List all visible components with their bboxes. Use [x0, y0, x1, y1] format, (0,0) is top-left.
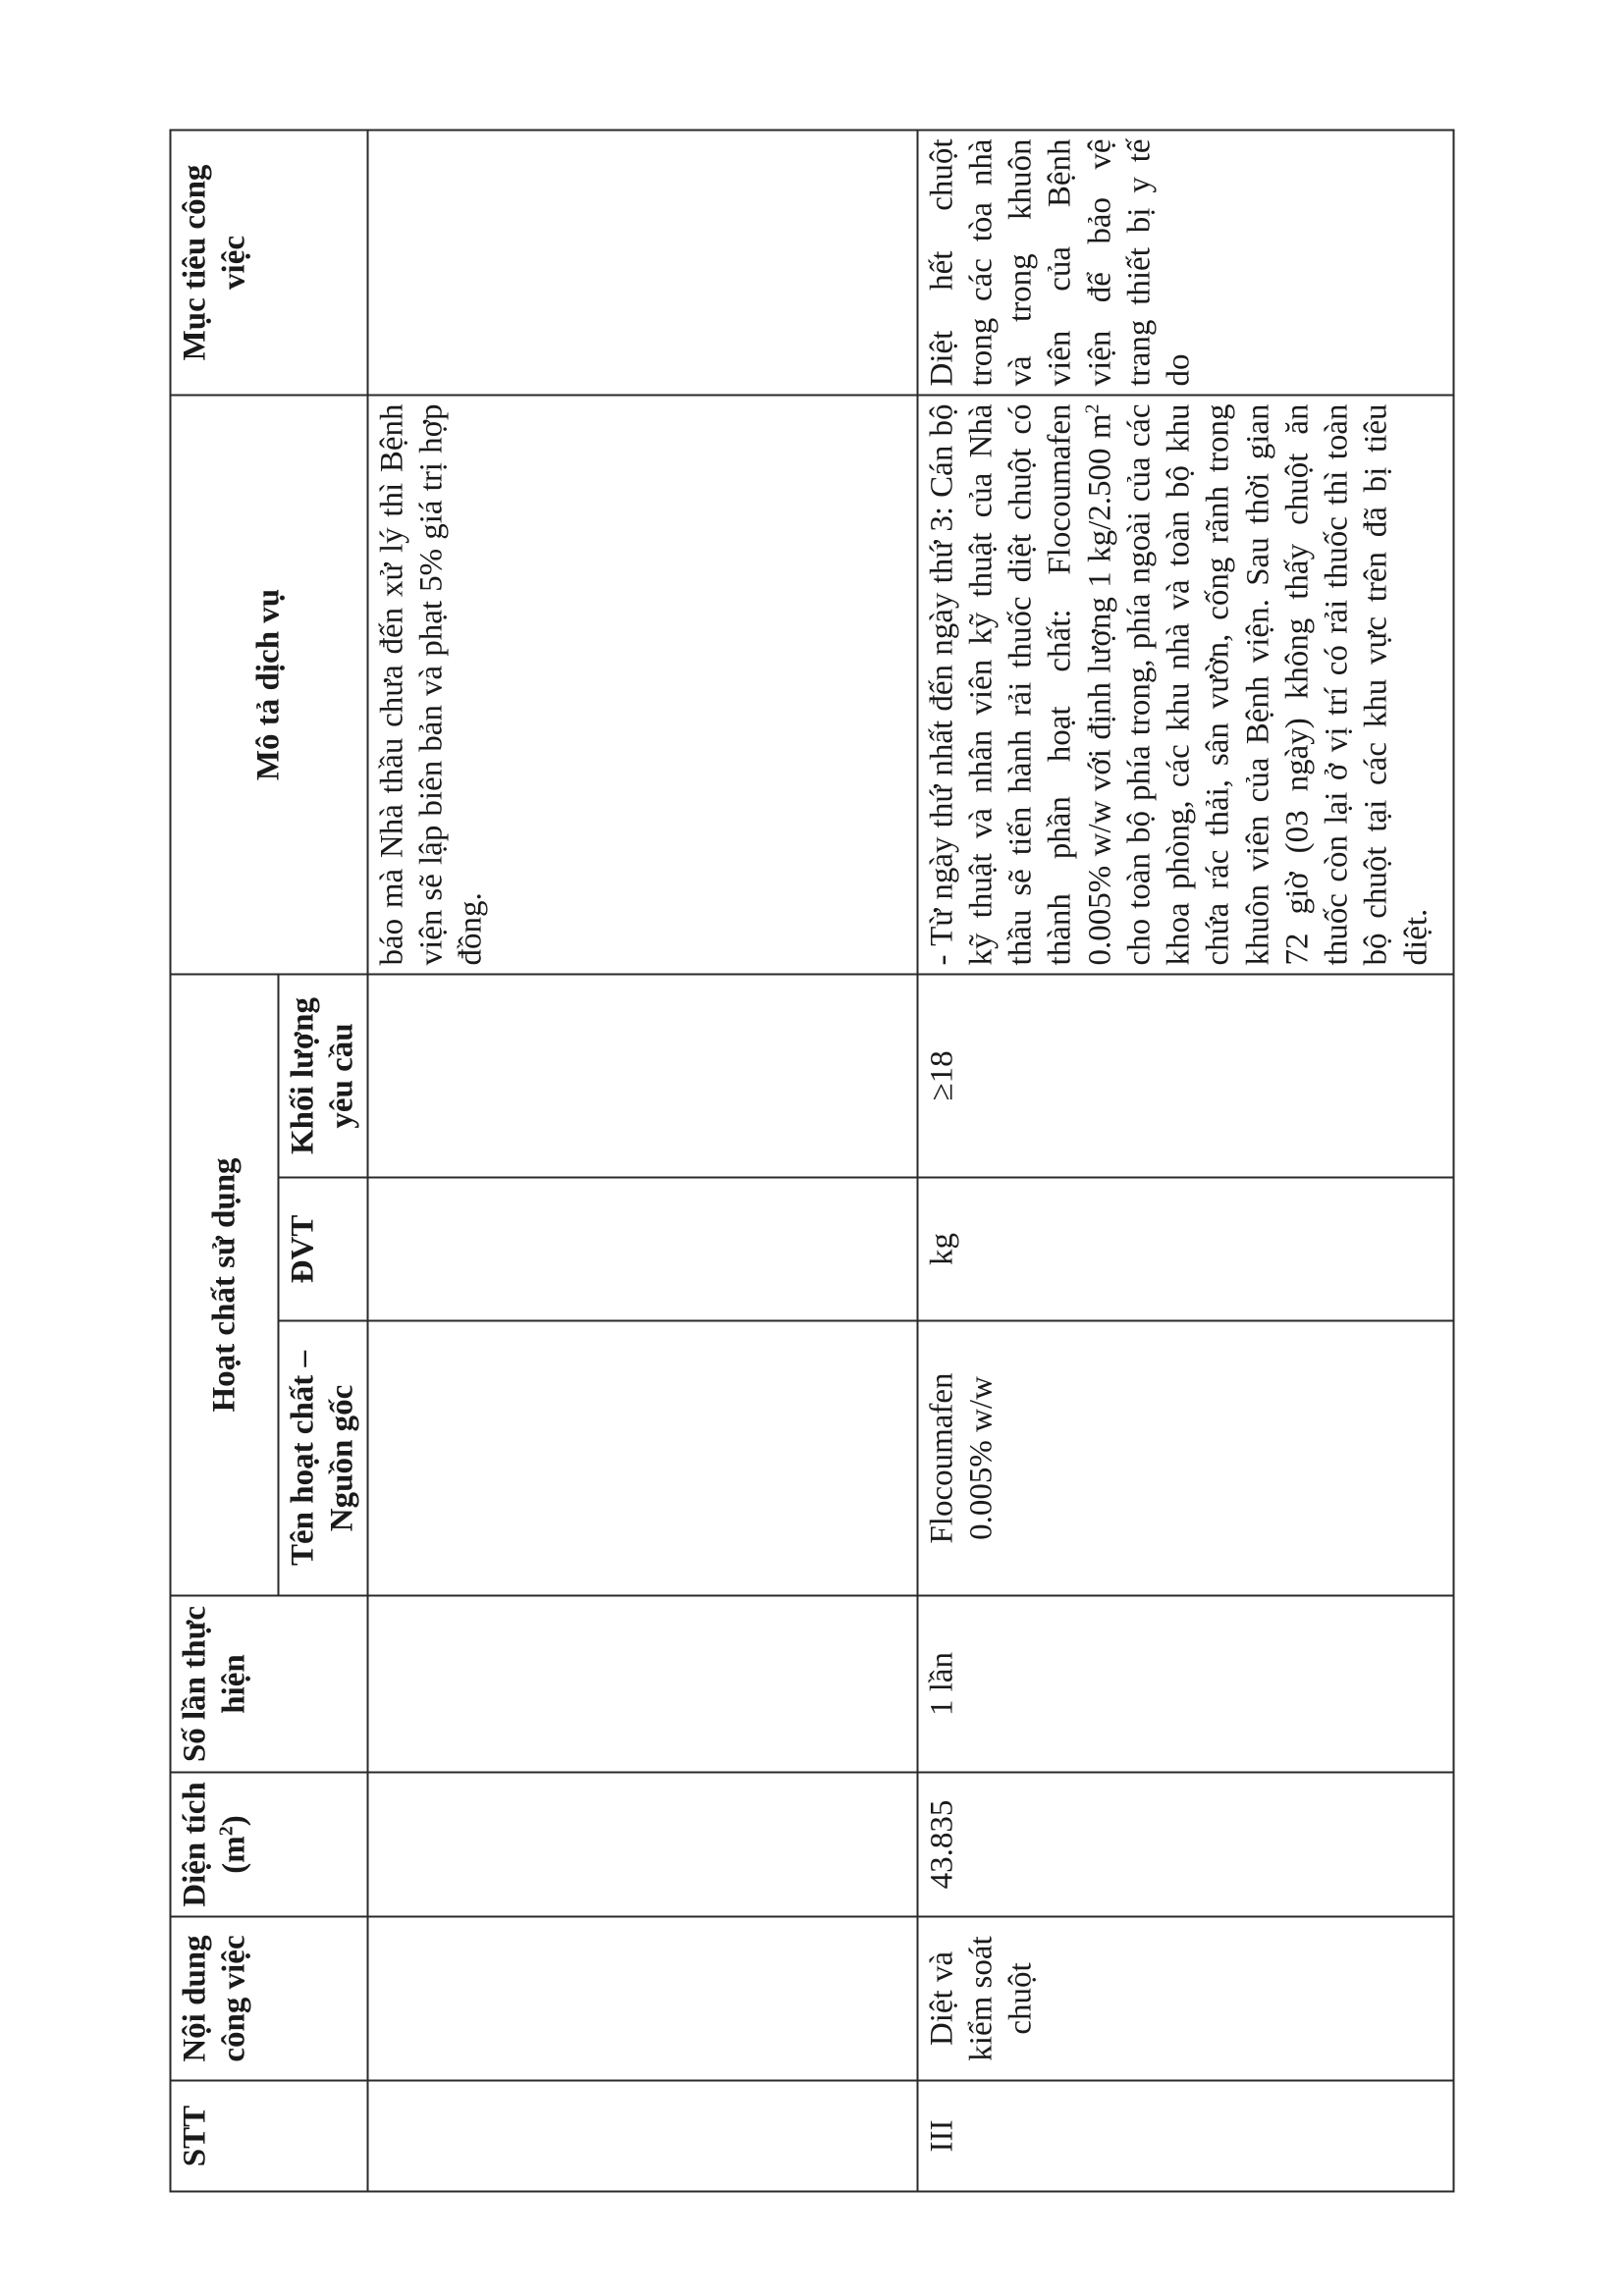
cell-empty — [367, 2080, 917, 2191]
header-row — [170, 130, 278, 2191]
cell-empty — [367, 1916, 917, 2080]
table-row-continuation — [367, 130, 917, 2191]
rotated-table-frame — [169, 131, 1454, 2192]
header-mo-ta: Mô tả dịch vụ — [170, 395, 367, 974]
header-dien-tich-text: Diện tích (m — [177, 1781, 252, 1907]
mo-ta-iii-part1: - Từ ngày thứ nhất đến ngày thứ 3: Cán bộ kỹ thuật và nhân viên kỹ thuật của Nhà thầu sẽ tiến hành rải thuốc diệt chuột có thành phần hoạt chất: Flocoumafen 0.005% w/w với định lượng 1 kg/2.500 m — [923, 402, 1117, 965]
cell-dvt-iii: kg — [917, 1177, 1454, 1320]
mo-ta-iii-part2: cho toàn bộ phía trong, phía ngoài của các khoa phòng, các khu nhà và toàn bộ khu chứa rác thải, sân vườn, cống rãnh trong khuôn viên của Bệnh viện. Sau thời gian 72 giờ (03 ngày) không thấy chuột ăn thuốc còn lại ở vị trí có rải thuốc thì toàn bộ chuột tại các khu vực trên đã bị tiêu diệt. — [1120, 402, 1434, 965]
cell-so-lan-iii: 1 lần — [917, 1595, 1454, 1772]
cell-empty — [367, 130, 917, 395]
header-noi-dung: Nội dung công việc — [170, 1916, 367, 2080]
header-so-lan: Số lần thực hiện — [170, 1595, 367, 1772]
header-stt: STT — [170, 2080, 367, 2191]
service-table — [169, 129, 1454, 2192]
cell-empty — [367, 1177, 917, 1320]
header-khoi-luong: Khối lượng yêu cầu — [278, 974, 367, 1177]
cell-khoi-luong-iii: ≥18 — [917, 974, 1454, 1177]
header-dien-tich-close: ) — [216, 1814, 252, 1826]
cell-empty — [367, 1772, 917, 1916]
cell-dien-tich-iii: 43.835 — [917, 1772, 1454, 1916]
header-muc-tieu: Mục tiêu công việc — [170, 130, 367, 395]
mo-ta-iii-sup: 2 — [1080, 402, 1103, 413]
cell-empty — [367, 1320, 917, 1595]
cell-noi-dung-iii: Diệt và kiểm soát chuột — [917, 1916, 1454, 2080]
cell-empty — [367, 974, 917, 1177]
cell-empty — [367, 1595, 917, 1772]
cell-mo-ta-iii — [917, 395, 1454, 974]
cell-ten-hoat-chat-iii: Flocoumafen 0.005% w/w — [917, 1320, 1454, 1595]
header-hoat-chat: Hoạt chất sử dụng — [170, 974, 278, 1595]
cell-muc-tieu-iii: Diệt hết chuột trong các tòa nhà và trong khuôn viên của Bệnh viện để bảo vệ trang thiết bị y tế do — [917, 130, 1454, 395]
header-dvt: ĐVT — [278, 1177, 367, 1320]
header-dien-tich-sup: 2 — [215, 1825, 238, 1836]
header-ten-hoat-chat: Tên hoạt chất – Nguồn gốc — [278, 1320, 367, 1595]
table-row-iii — [917, 130, 1454, 2191]
cell-stt-iii: III — [917, 2080, 1454, 2191]
header-dien-tich — [170, 1772, 367, 1916]
cell-mo-ta-continuation: báo mà Nhà thầu chưa đến xử lý thì Bệnh viện sẽ lập biên bản và phạt 5% giá trị hợp đồng. — [367, 395, 917, 974]
